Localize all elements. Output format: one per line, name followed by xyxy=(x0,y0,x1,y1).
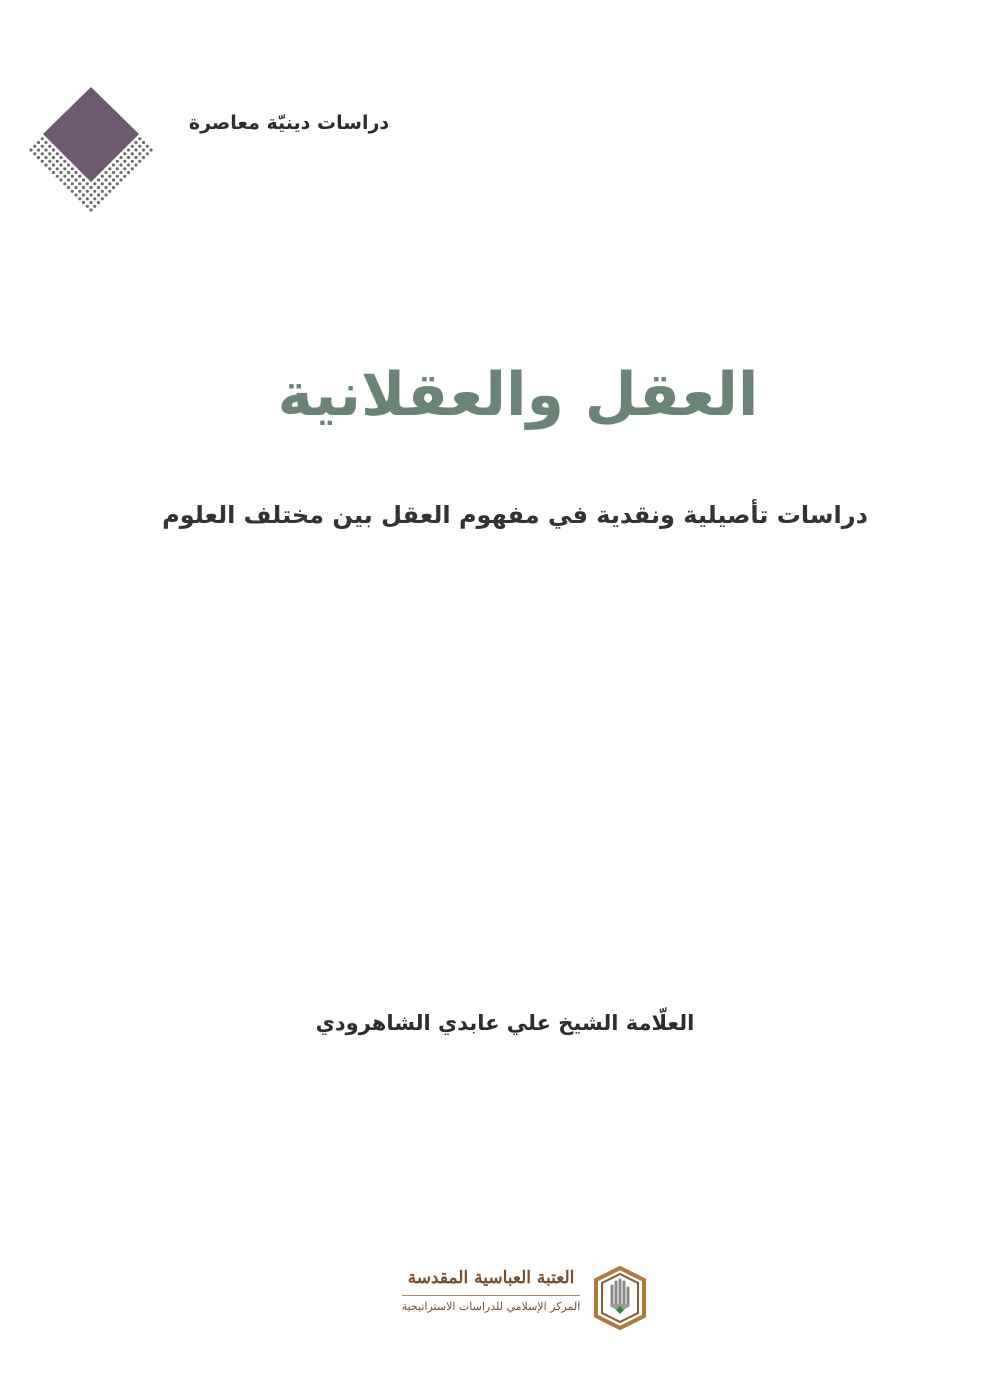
book-subtitle: دراسات تأصيلية ونقدية في مفهوم العقل بين مختلف العلوم xyxy=(162,501,868,529)
publisher-name: العتبة العباسية المقدسة xyxy=(407,1268,575,1288)
series-badge xyxy=(28,80,158,232)
publisher-logo xyxy=(390,1262,650,1334)
publisher-divider xyxy=(402,1295,580,1296)
series-name: دراسات دينيّة معاصرة xyxy=(188,112,390,134)
author-name: العلّامة الشيخ علي عابدي الشاهرودي xyxy=(315,1011,695,1035)
hand-emblem-icon xyxy=(592,1266,648,1330)
book-title: العقل والعقلانية xyxy=(277,360,759,430)
series-number: 5 xyxy=(107,194,131,232)
publisher-subname: المركز الإسلامي للدراسات الاستراتيجية xyxy=(401,1300,581,1313)
